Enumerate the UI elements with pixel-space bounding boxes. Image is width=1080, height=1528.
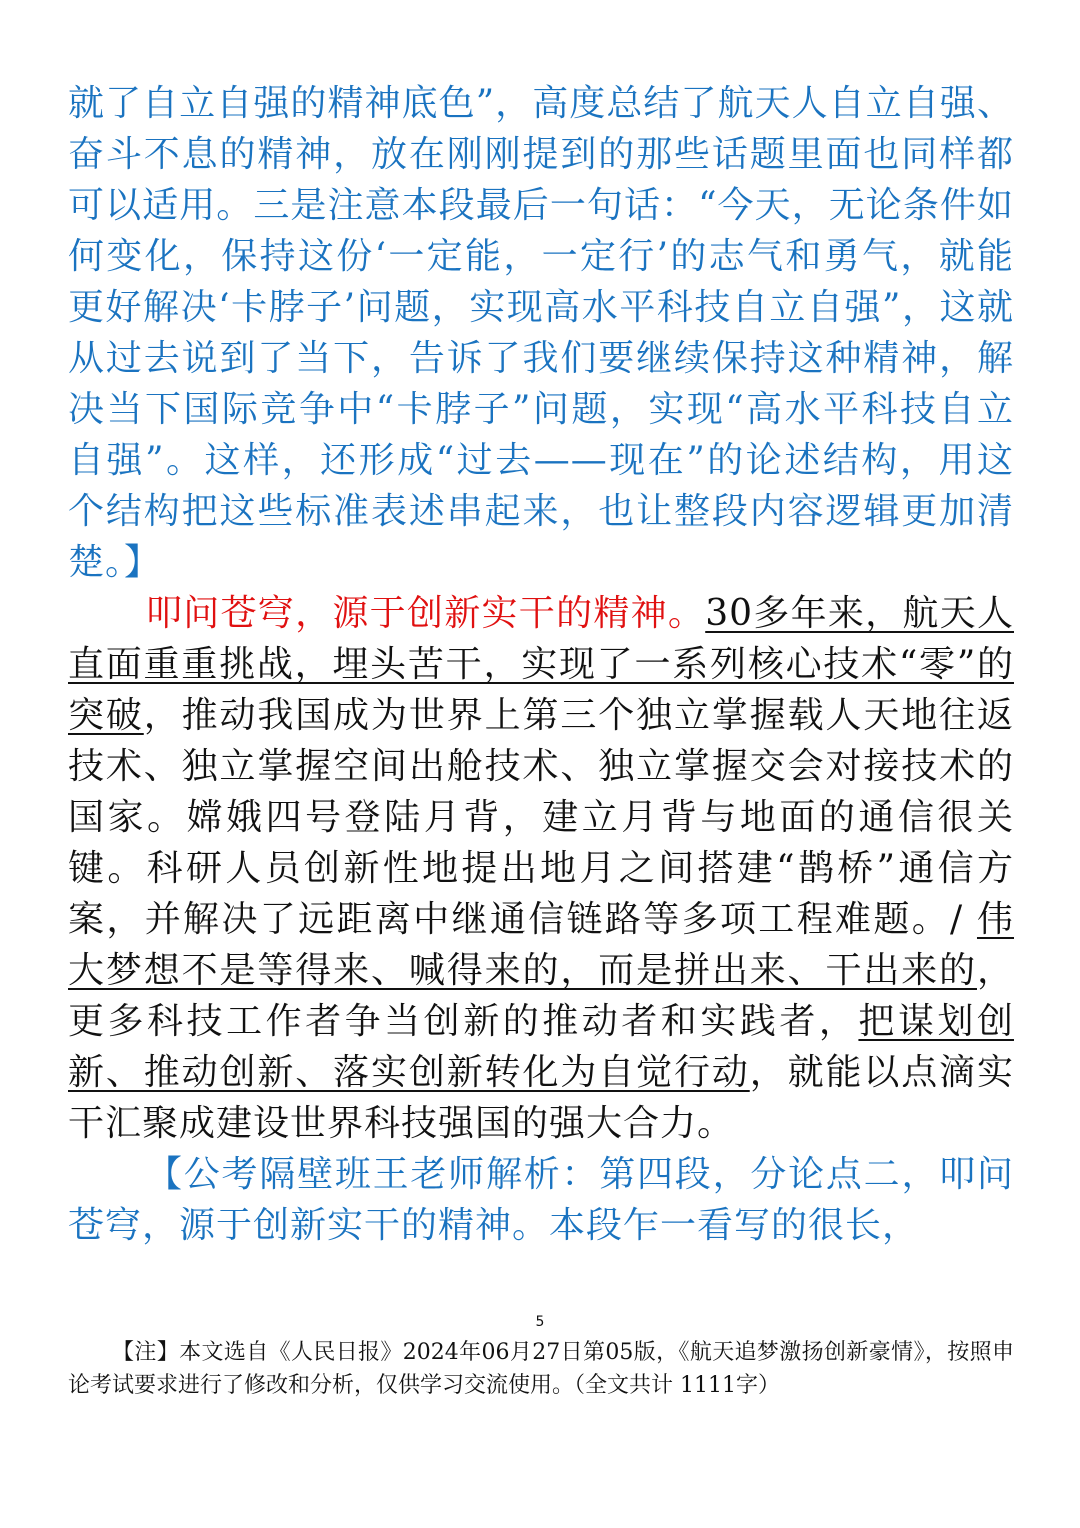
paragraph-text: ，推动我国成为世界上第三个独立掌握载人天地往返技术、独立掌握空间出舱技术、独立掌握交会对接技术的国家。嫦娥四号登陆月背，建立月背与地面的通信很关键。科研人员创新性地提出地月之间搭建“鹊桥”通信方案，并解决了远距离中继通信链路等多项工程难题。/ [68,695,1014,940]
underlined-phrase: 30多年来，航天人直面重重挑战，埋头苦干，实现了一系列核心技术“零”的突破 [68,593,1014,736]
underlined-phrase: 伟大梦想不是等得来、喊得来的，而是拼出来、干出来的 [68,899,1014,991]
paragraph-text: ，更多科技工作者争当创新的推动者和实践者， [68,950,1014,1042]
underlined-phrase: 把谋划创新、推动创新、落实创新转化为自觉行动 [68,1001,1014,1093]
article-body [68,78,1014,1251]
footnote [68,1336,1014,1402]
footnote-text: 【注】本文选自《人民日报》2024年06月27日第05版，《航天追梦激扬创新豪情》，按照申论考试要求进行了修改和分析，仅供学习交流使用。（全文共计 1111字） [68,1340,1014,1398]
paragraph-text: ，就能以点滴实干汇聚成建设世界科技强国的强大合力。 [68,1052,1014,1144]
analysis-paragraph-continued: 就了自立自强的精神底色”，高度总结了航天人自立自强、奋斗不息的精神，放在刚刚提到的那些话题里面也同样都可以适用。三是注意本段最后一句话：“今天，无论条件如何变化，保持这份‘一定能，一定行’的志气和勇气，就能更好解决‘卡脖子’问题，实现高水平科技自立自强”，这就从过去说到了当下，告诉了我们要继续保持这种精神，解决当下国际竞争中“卡脖子”问题，实现“高水平科技自立自强”。这样，还形成“过去——现在”的论述结构，用这个结构把这些标准表述串起来，也让整段内容逻辑更加清楚。】 [68,83,1014,583]
article-paragraph-four [68,588,1014,1149]
page-number: 5 [535,1314,545,1330]
analysis-paragraph: 【公考隔壁班王老师解析：第四段，分论点二，叩问苍穹，源于创新实干的精神。本段乍一看写的很长， [68,1154,1014,1246]
subpoint-topic-sentence: 叩问苍穹，源于创新实干的精神。 [146,593,706,634]
